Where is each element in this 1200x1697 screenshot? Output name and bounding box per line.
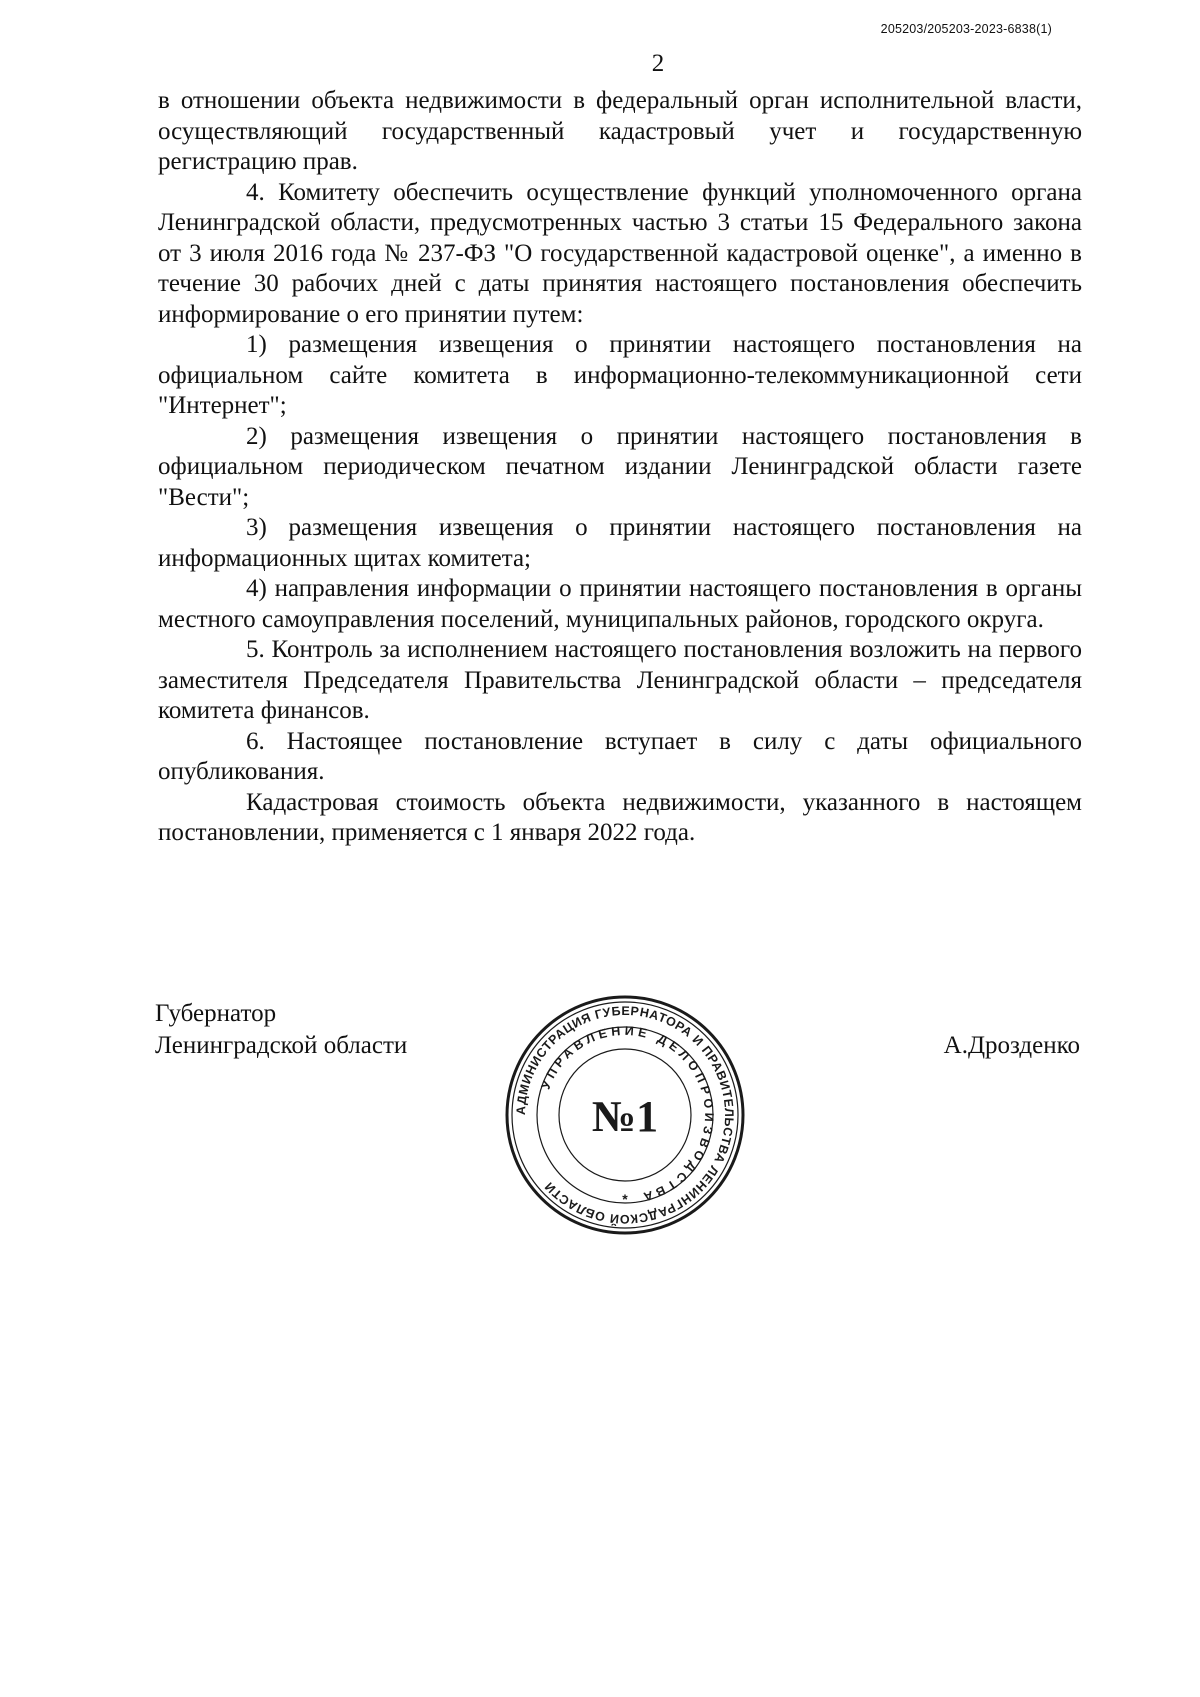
signatory-name: А.Дрозденко: [943, 1032, 1080, 1059]
signatory-position-line2: Ленинградской области: [155, 1032, 408, 1059]
signatory-position: [155, 998, 407, 1062]
seal-inner-text: УПРАВЛЕНИЕ ДЕЛОПРОИЗВОДСТВА: [538, 1023, 717, 1205]
paragraph-continuation: в отношении объекта недвижимости в федеральный орган исполнительной власти, осуществляющий государственный кадастровый учет и государственную регистрацию прав.: [158, 87, 1082, 175]
signatory-position-line1: Губернатор: [155, 1000, 277, 1027]
seal-star: *: [622, 1191, 628, 1207]
paragraph-subitem-2: 2) размещения извещения о принятии настоящего постановления в официальном периодическом печатном издании Ленинградской области газете "Вести";: [158, 422, 1082, 511]
paragraph-item-4: 4. Комитету обеспечить осуществление функций уполномоченного органа Ленинградской области, предусмотренных частью 3 статьи 15 Федерального закона от 3 июля 2016 года № 237-ФЗ "О государственной кадастровой оценке", а именно в течение 30 рабочих дней с даты принятия настоящего постановления обеспечить информирование о его принятии путем:: [158, 178, 1082, 328]
page-number: 2: [651, 50, 665, 77]
official-seal-stamp: [500, 990, 750, 1240]
paragraph-cadastral-value: Кадастровая стоимость объекта недвижимости, указанного в настоящем постановлении, применяется с 1 января 2022 года.: [158, 788, 1082, 846]
document-id: 205203/205203-2023-6838(1): [880, 22, 1052, 36]
seal-center-number: №1: [591, 1092, 659, 1141]
seal-graphic: [500, 990, 750, 1240]
seal-outer-text: АДМИНИСТРАЦИЯ ГУБЕРНАТОРА И ПРАВИТЕЛЬСТВА ЛЕНИНГРАДСКОЙ ОБЛАСТИ: [513, 1003, 737, 1227]
paragraph-subitem-3: 3) размещения извещения о принятии настоящего постановления на информационных щитах комитета;: [158, 514, 1082, 572]
paragraph-subitem-4: 4) направления информации о принятии настоящего постановления в органы местного самоуправления поселений, муниципальных районов, городского округа.: [158, 575, 1082, 633]
paragraph-subitem-1: 1) размещения извещения о принятии настоящего постановления на официальном сайте комитета в информационно-телекоммуникационной сети "Интернет";: [158, 331, 1082, 419]
paragraph-item-6: 6. Настоящее постановление вступает в силу с даты официального опубликования.: [158, 727, 1082, 785]
paragraph-item-5: 5. Контроль за исполнением настоящего постановления возложить на первого заместителя Председателя Правительства Ленинградской области – председателя комитета финансов.: [158, 636, 1082, 724]
document-body: [158, 86, 1082, 849]
